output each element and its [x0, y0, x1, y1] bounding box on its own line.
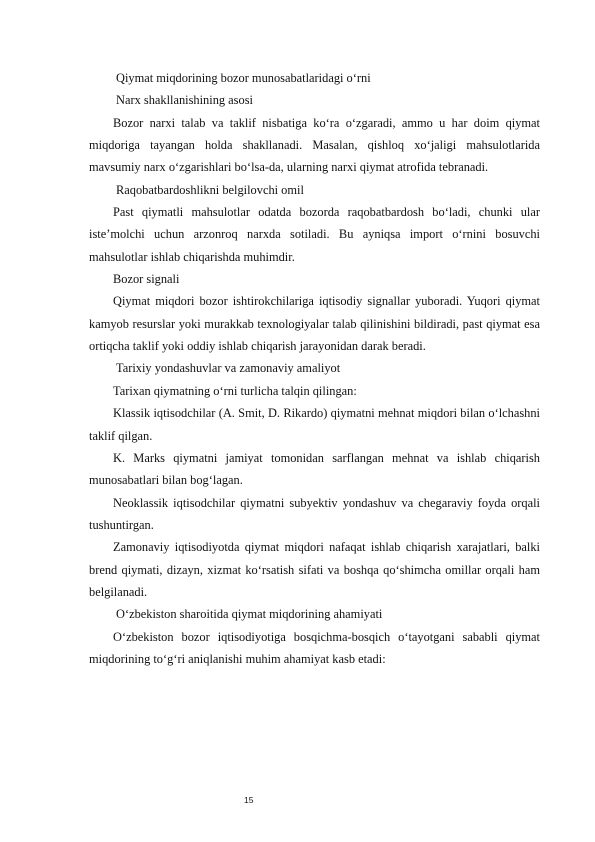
subheading: Narx shakllanishining asosi [116, 93, 253, 108]
section-heading: O‘zbekiston sharoitida qiymat miqdorining ahamiyati [116, 607, 383, 622]
document-page [89, 67, 540, 670]
paragraph: Tarixan qiymatning o‘rni turlicha talqin qilingan: [113, 383, 357, 398]
paragraph: O‘zbekiston bozor iqtisodiyotiga bosqichma-bosqich o‘tayotgani sababli qiymat miqdorining to‘g‘ri aniqlanishi muhim ahamiyat kasb etadi: [89, 629, 540, 666]
subheading: Bozor signali [113, 272, 180, 287]
paragraph: Klassik iqtisodchilar (A. Smit, D. Rikardo) qiymatni mehnat miqdori bilan o‘lchashni taklif qilgan. [89, 406, 540, 443]
subheading: Raqobatbardoshlikni belgilovchi omil [116, 182, 304, 197]
paragraph: Neoklassik iqtisodchilar qiymatni subyektiv yondashuv va chegaraviy foyda orqali tushuntirgan. [89, 495, 540, 532]
section-heading: Tarixiy yondashuvlar va zamonaviy amaliyot [116, 361, 341, 376]
paragraph: Bozor narxi talab va taklif nisbatiga ko‘ra o‘zgaradi, ammo u har doim qiymat miqdoriga tayangan holda shakllanadi. Masalan, qishloq xo‘jaligi mahsulotlarida mavsumiy narx o‘zgarishlari bo‘lsa-da, ularning narxi qiymat atrofida tebranadi. [89, 115, 540, 175]
paragraph: Qiymat miqdori bozor ishtirokchilariga iqtisodiy signallar yuboradi. Yuqori qiymat kamyob resurslar yoki murakkab texnologiyalar talab qilinishini bildiradi, past qiymat esa ortiqcha taklif yoki oddiy ishlab chiqarish jarayonidan darak beradi. [89, 294, 540, 354]
section-heading: Qiymat miqdorining bozor munosabatlaridagi o‘rni [116, 71, 371, 85]
page-number: 15 [244, 795, 254, 805]
paragraph: Zamonaviy iqtisodiyotda qiymat miqdori nafaqat ishlab chiqarish xarajatlari, balki brend qiymati, dizayn, xizmat ko‘rsatish sifati va boshqa qo‘shimcha omillar orqali ham belgilanadi. [89, 540, 540, 599]
paragraph: Past qiymatli mahsulotlar odatda bozorda raqobatbardosh bo‘ladi, chunki ular iste’molchi uchun arzonroq narxda sotiladi. Bu ayniqsa import o‘rnini bosuvchi mahsulotlar ishlab chiqarishda muhimdir. [89, 205, 540, 264]
paragraph: K. Marks qiymatni jamiyat tomonidan sarflangan mehnat va ishlab chiqarish munosabatlari bilan bog‘lagan. [89, 450, 540, 488]
